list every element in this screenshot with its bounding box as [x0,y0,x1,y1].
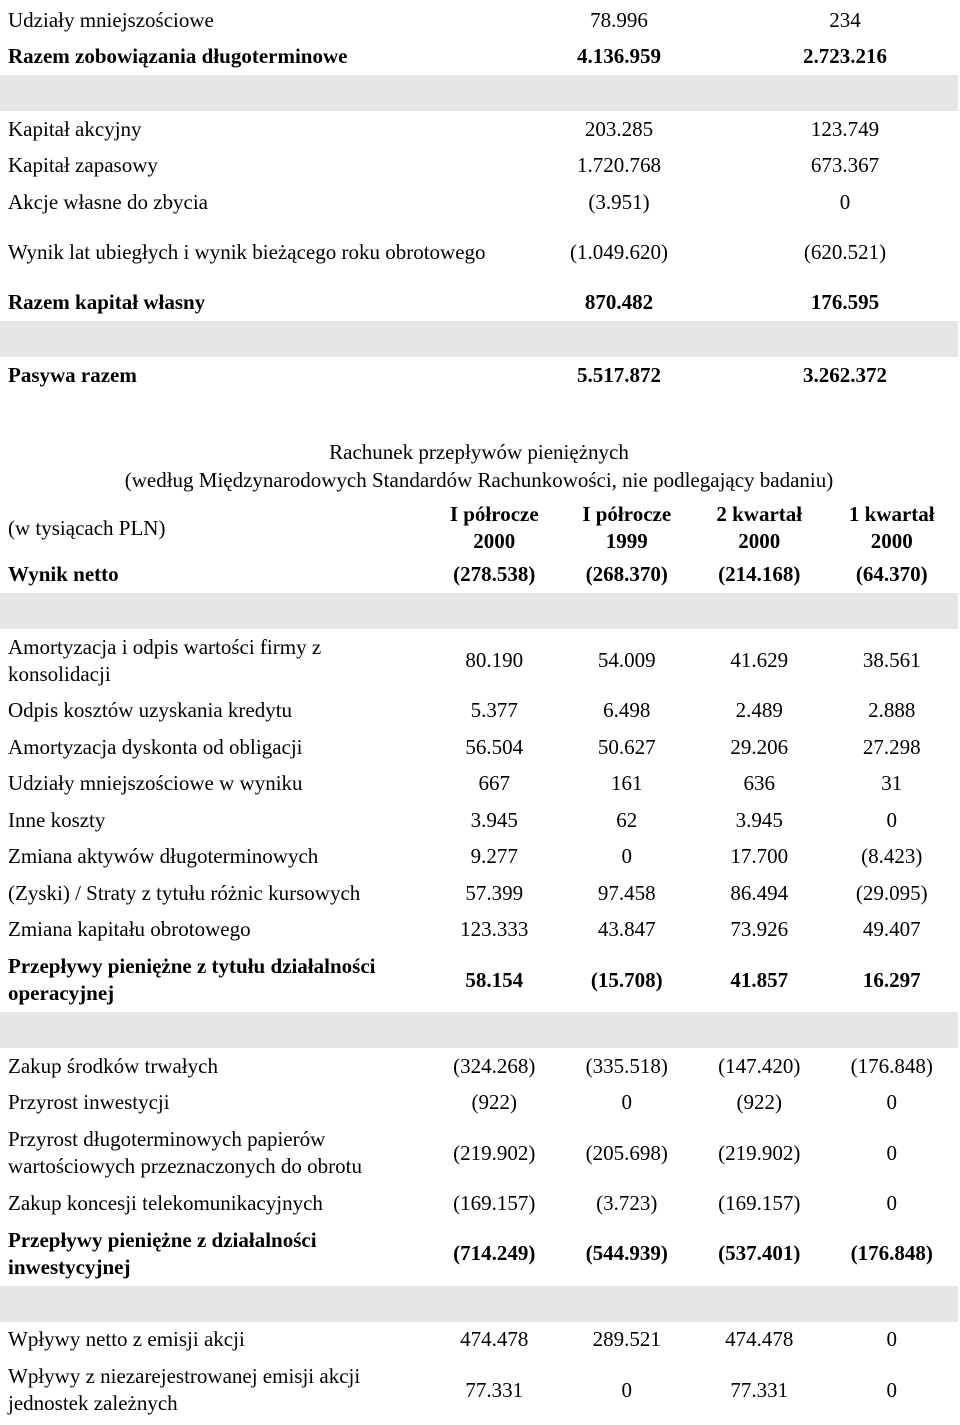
spacer-row [0,1286,958,1322]
value-cell: 5.517.872 [577,362,661,387]
cashflow-body [0,556,958,1422]
value-cell: 77.331 [465,1377,524,1402]
value-cell: (214.168) [718,561,801,586]
value-cell: (537.401) [718,1241,801,1265]
value-cell: (1.049.620) [570,240,668,264]
spacer-row [0,75,958,111]
value-cell: 203.285 [584,116,654,141]
value-cell: 43.847 [597,917,656,942]
value-cell: (278.538) [453,561,536,586]
value-cell: (3.951) [588,189,650,214]
value-cell: 73.926 [730,917,789,942]
column-header-line2: 2000 [473,529,516,553]
row-label: Zmiana aktywów długoterminowych [8,844,319,869]
row-label: Odpis kosztów uzyskania kredytu [8,698,293,723]
value-cell: (324.268) [453,1053,536,1078]
value-cell: (147.420) [718,1053,801,1078]
value-cell: 9.277 [470,844,518,869]
value-cell: 2.888 [868,698,916,723]
table-row [0,693,958,730]
column-header-line1: 1 kwartał [848,502,935,526]
value-cell: 54.009 [597,648,656,672]
value-cell: (169.157) [453,1190,536,1215]
value-cell: (544.939) [585,1241,668,1265]
value-cell: 123.749 [810,116,880,141]
row-label: (Zyski) / Straty z tytułu różnic kursowych [8,880,361,905]
value-cell: 176.595 [810,290,880,315]
table-row [0,148,958,185]
column-header-line1: I półrocze [449,502,539,526]
row-label: Udziały mniejszościowe [8,7,214,32]
column-header [428,500,561,556]
value-cell: 0 [886,1190,897,1215]
row-label: Przepływy pieniężne z działalności inwestycyjnej [8,1227,317,1279]
cashflow-title: Rachunek przepływów pieniężnych [329,440,629,464]
value-cell: (205.698) [585,1140,668,1165]
value-cell: 123.333 [460,917,529,942]
row-label: Razem kapitał własny [8,290,206,315]
table-row [0,556,958,593]
spacer-row [0,1012,958,1048]
row-label: Wpływy netto z emisji akcji [8,1327,245,1352]
value-cell: 62 [616,807,638,832]
value-cell: 0 [621,1377,632,1402]
value-cell: 0 [886,1327,897,1352]
value-cell: 16.297 [862,967,921,992]
value-cell: 49.407 [862,917,921,942]
row-label: Kapitał zapasowy [8,153,158,178]
row-label: Amortyzacja dyskonta od obligacji [8,734,303,759]
table-row [0,1121,958,1185]
column-header-line2: 1999 [605,529,648,553]
value-cell: 636 [743,771,775,796]
row-label: Przepływy pieniężne z tytułu działalności operacyjnej [8,954,376,1005]
spacer-row [0,321,958,357]
value-cell: 289.521 [592,1327,661,1352]
value-cell: 41.629 [730,648,789,672]
spacer-row [0,593,958,629]
column-header [693,500,826,556]
table-row [0,1185,958,1222]
table-row [0,729,958,766]
value-cell: 4.136.959 [577,44,661,69]
value-cell: 56.504 [465,734,524,759]
value-cell: 3.262.372 [803,362,887,387]
units-label: (w tysiącach PLN) [8,515,166,540]
value-cell: 50.627 [597,734,656,759]
value-cell: 31 [881,771,903,796]
value-cell: 5.377 [470,698,518,723]
value-cell: (176.848) [850,1053,933,1078]
table-row [0,2,958,39]
value-cell: (922) [471,1090,517,1115]
value-cell: 78.996 [590,7,648,32]
balance-sheet-body [0,2,958,394]
table-row [0,285,958,322]
row-label: Udziały mniejszościowe w wyniku [8,771,303,796]
column-header-line1: I półrocze [582,502,672,526]
spacer-cell [0,1012,958,1048]
table-row [0,766,958,803]
column-header-line1: 2 kwartał [716,502,803,526]
table-row [0,1322,958,1359]
value-cell: 161 [611,771,643,796]
value-cell: 29.206 [730,734,789,759]
cashflow-heading [0,438,958,494]
value-cell: 6.498 [603,698,651,723]
table-row [0,802,958,839]
value-cell: 0 [886,1377,897,1402]
value-cell: 58.154 [465,967,524,992]
row-label: Pasywa razem [8,362,137,387]
value-cell: (620.521) [803,240,887,264]
cashflow-table [0,500,958,1422]
table-row [0,1048,958,1085]
value-cell: 41.857 [730,967,789,992]
value-cell: 80.190 [465,648,524,672]
value-cell: 0 [886,1090,897,1115]
value-cell: 0 [621,844,632,869]
row-label: Przyrost inwestycji [8,1090,170,1115]
row-label: Wynik netto [8,561,119,586]
value-cell: (176.848) [850,1241,933,1265]
row-label: Zakup koncesji telekomunikacyjnych [8,1190,323,1215]
value-cell: 0 [839,189,851,214]
spacer-cell [0,593,958,629]
row-label: Wynik lat ubiegłych i wynik bieżącego roku obrotowego [8,240,486,264]
value-cell: (268.370) [585,561,668,586]
table-row [0,184,958,221]
value-cell: (714.249) [453,1241,536,1265]
balance-sheet-table [0,2,958,394]
value-cell: 57.399 [465,880,524,905]
value-cell: 2.723.216 [803,44,887,69]
spacer-cell [0,1286,958,1322]
row-label: Inne koszty [8,807,106,832]
table-row [0,629,958,693]
table-row [0,1222,958,1286]
value-cell: (29.095) [855,880,928,905]
cashflow-subtitle: (według Międzynarodowych Standardów Rachunkowości, nie podlegający badaniu) [124,468,834,492]
cashflow-header-row [0,500,958,556]
row-label: Zmiana kapitału obrotowego [8,917,251,942]
column-header-line2: 2000 [738,529,781,553]
value-cell: 1.720.768 [577,153,661,178]
value-cell: 667 [478,771,510,796]
value-cell: 0 [886,807,897,832]
table-row [0,111,958,148]
table-row [0,357,958,394]
table-row [0,1358,958,1422]
value-cell: 673.367 [810,153,880,178]
value-cell: 474.478 [725,1327,794,1352]
value-cell: (8.423) [861,844,923,869]
value-cell: (219.902) [453,1140,536,1165]
value-cell: 0 [886,1140,897,1165]
value-cell: (3.723) [596,1190,658,1215]
value-cell: 2.489 [735,698,783,723]
row-label: Amortyzacja i odpis wartości firmy z konsolidacji [8,634,322,686]
row-label: Wpływy z niezarejestrowanej emisji akcji jednostek zależnych [8,1364,361,1415]
row-label: Kapitał akcyjny [8,116,142,141]
table-row [0,912,958,949]
spacer-cell [0,321,958,357]
table-row [0,221,958,285]
table-row [0,948,958,1012]
row-label: Przyrost długoterminowych papierów wartościowych przeznaczonych do obrotu [8,1127,362,1178]
value-cell: (922) [736,1090,782,1115]
value-cell: 3.945 [735,807,783,832]
value-cell: 38.561 [862,648,921,672]
table-row [0,875,958,912]
table-row [0,1085,958,1122]
value-cell: 0 [621,1090,632,1115]
value-cell: 870.482 [584,290,654,315]
value-cell: (15.708) [590,967,663,992]
value-cell: 234 [829,7,861,32]
value-cell: (64.370) [855,561,928,586]
value-cell: (335.518) [585,1053,668,1078]
value-cell: 474.478 [460,1327,529,1352]
row-label: Akcje własne do zbycia [8,189,209,214]
value-cell: 86.494 [730,880,789,905]
column-header [561,500,694,556]
value-cell: (219.902) [718,1140,801,1165]
spacer-cell [0,75,958,111]
value-cell: (169.157) [718,1190,801,1215]
row-label: Zakup środków trwałych [8,1053,218,1078]
table-row [0,839,958,876]
column-header [826,500,959,556]
value-cell: 17.700 [730,844,789,869]
row-label: Razem zobowiązania długoterminowe [8,44,348,69]
value-cell: 3.945 [470,807,518,832]
value-cell: 27.298 [862,734,921,759]
value-cell: 97.458 [597,880,656,905]
column-header-line2: 2000 [870,529,913,553]
value-cell: 77.331 [730,1377,789,1402]
table-row [0,39,958,76]
